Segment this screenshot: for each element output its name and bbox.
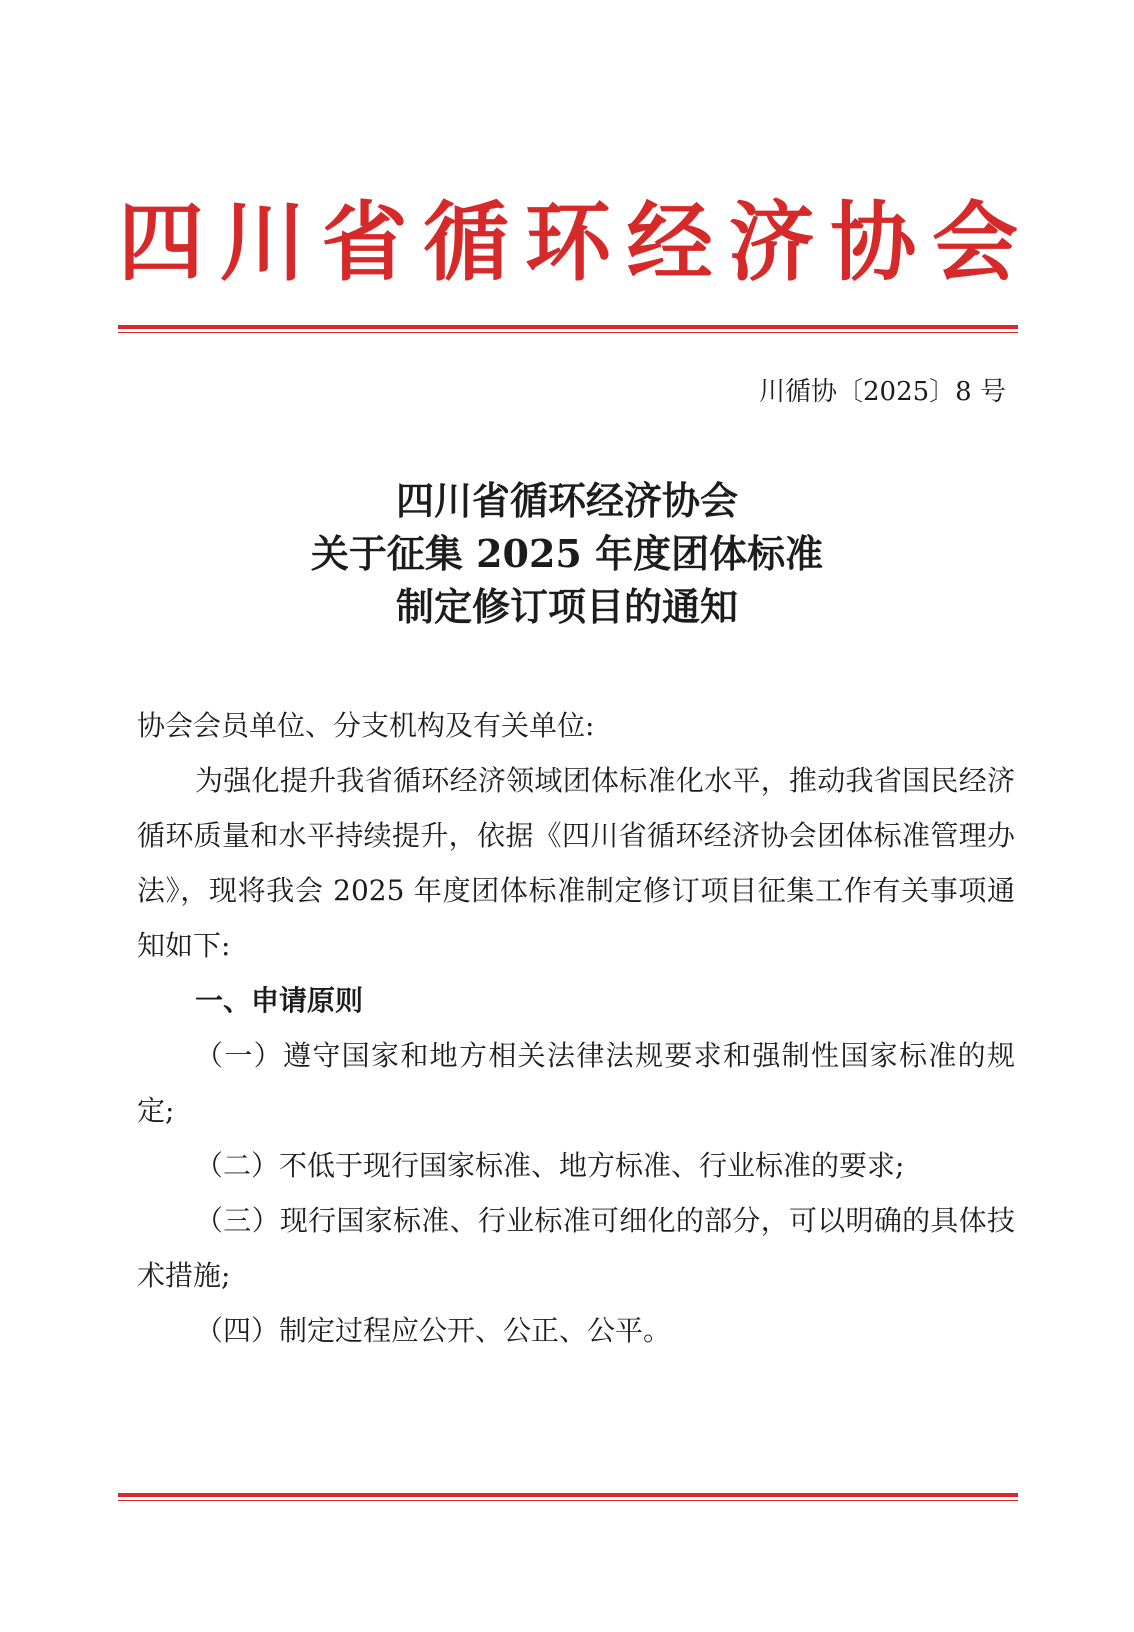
title-line-3: 制定修订项目的通知 [395,584,738,629]
rule-thick-line [118,325,1018,329]
title-line-1: 四川省循环经济协会 [395,478,738,523]
salutation: 协会会员单位、分支机构及有关单位: [137,709,595,742]
section-heading-principles: 一、申请原则 [195,984,364,1017]
footer-rule [118,1493,1018,1501]
title-line-2: 关于征集 2025 年度团体标准 [310,531,824,576]
principle-item-1: （一）遵守国家和地方相关法律法规要求和强制性国家标准的规定; [137,1039,1015,1127]
rule-thick-line [118,1493,1018,1497]
notice-body [137,698,1015,1358]
notice-title [0,474,1134,633]
rule-thin-line [118,332,1018,333]
document-number: 川循协〔2025〕8 号 [759,377,1006,407]
principle-item-2: （二）不低于现行国家标准、地方标准、行业标准的要求; [195,1149,905,1182]
rule-thin-line [118,1500,1018,1501]
organization-letterhead: 四川省循环经济协会 [118,193,1018,293]
letterhead-rule-top [118,325,1018,333]
intro-paragraph: 为强化提升我省循环经济领域团体标准化水平，推动我省国民经济循环质量和水平持续提升，依据《四川省循环经济协会团体标准管理办法》，现将我会 2025 年度团体标准制定修订项目征集工作有关事项通知如下: [137,764,1015,962]
principle-item-3: （三）现行国家标准、行业标准可细化的部分，可以明确的具体技术措施; [137,1204,1015,1292]
principle-item-4: （四）制定过程应公开、公正、公平。 [195,1314,672,1347]
